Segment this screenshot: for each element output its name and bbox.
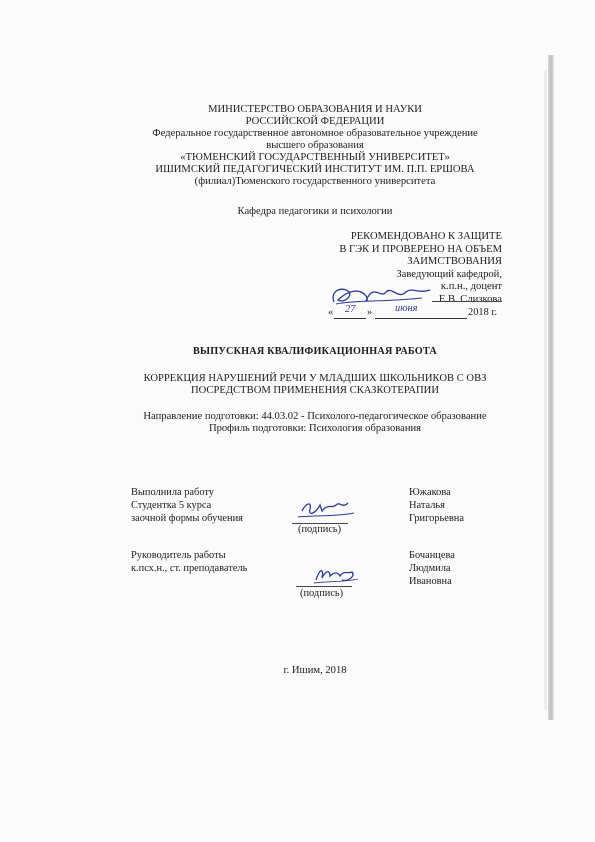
date-open-quote: « xyxy=(328,307,334,318)
university-line: «ТЮМЕНСКИЙ ГОСУДАРСТВЕННЫЙ УНИВЕРСИТЕТ» xyxy=(180,152,450,163)
branch-line: (филиал)Тюменского государственного университета xyxy=(194,176,436,187)
profile-line: Профиль подготовки: Психология образования xyxy=(208,423,422,434)
date-day-underline xyxy=(334,318,366,319)
author-surname: Южакова xyxy=(409,487,451,498)
supervisor-signature-line xyxy=(296,586,352,587)
page-edge-shadow xyxy=(544,70,547,710)
header-block xyxy=(100,104,530,188)
author-label-2: Студентка 5 курса xyxy=(131,500,212,511)
city-year: г. Ишим, 2018 xyxy=(283,665,347,676)
direction-line: Направление подготовки: 44.03.02 - Психолого-педагогическое образование xyxy=(143,411,487,422)
author-label-3: заочной формы обучения xyxy=(131,513,243,524)
ministry-line: МИНИСТЕРСТВО ОБРАЗОВАНИЯ И НАУКИ xyxy=(208,104,422,115)
direction-block xyxy=(100,411,530,435)
topic-line-1: КОРРЕКЦИЯ НАРУШЕНИЙ РЕЧИ У МЛАДШИХ ШКОЛЬНИКОВ С ОВЗ xyxy=(143,373,487,384)
date-close-quote: » xyxy=(367,307,373,318)
author-signature-caption: (подпись) xyxy=(298,524,342,535)
supervisor-patronymic: Ивановна xyxy=(409,576,452,587)
date-month-underline xyxy=(375,318,467,319)
head-name: Е.В. Слизкова xyxy=(438,293,502,305)
page-edge xyxy=(548,55,554,720)
supervisor-first-name: Людмила xyxy=(409,563,451,574)
supervisor-signature-caption: (подпись) xyxy=(300,588,344,599)
topic-line-2: ПОСРЕДСТВОМ ПРИМЕНЕНИЯ СКАЗКОТЕРАПИИ xyxy=(191,385,439,396)
author-first-name: Наталья xyxy=(409,500,445,511)
author-label-1: Выполнила работу xyxy=(131,487,214,498)
author-signature xyxy=(298,497,358,523)
head-degree: к.п.н., доцент xyxy=(440,281,502,293)
approval-line-2: В ГЭК И ПРОВЕРЕНО НА ОБЪЕМ xyxy=(339,243,502,255)
topic-block xyxy=(100,373,530,397)
department-line: Кафедра педагогики и психологии xyxy=(237,206,393,217)
work-type-title: ВЫПУСКНАЯ КВАЛИФИКАЦИОННАЯ РАБОТА xyxy=(193,346,437,357)
date-year: 2018 г. xyxy=(468,307,498,318)
supervisor-label-1: Руководитель работы xyxy=(131,550,226,561)
approval-line-3: ЗАИМСТВОВАНИЯ xyxy=(407,256,502,268)
head-title: Заведующий кафедрой, xyxy=(396,268,502,280)
institute-line: ИШИМСКИЙ ПЕДАГОГИЧЕСКИЙ ИНСТИТУТ ИМ. П.П. ЕРШОВА xyxy=(155,164,475,175)
supervisor-label-2: к.псх.н., ст. преподаватель xyxy=(131,563,248,574)
supervisor-signature xyxy=(312,564,362,588)
supervisor-surname: Бочанцева xyxy=(409,550,455,561)
date-day: 27 xyxy=(345,304,356,315)
head-signature-line xyxy=(432,301,502,302)
date-month: июня xyxy=(395,303,418,314)
author-patronymic: Григорьевна xyxy=(409,513,464,524)
federation-line: РОССИЙСКОЙ ФЕДЕРАЦИИ xyxy=(245,116,385,127)
approval-line-1: РЕКОМЕНДОВАНО К ЗАЩИТЕ xyxy=(350,231,502,242)
education-level-line: высшего образования xyxy=(266,140,364,151)
institution-type-line: Федеральное государственное автономное образовательное учреждение xyxy=(152,128,478,139)
head-signature xyxy=(326,282,436,312)
